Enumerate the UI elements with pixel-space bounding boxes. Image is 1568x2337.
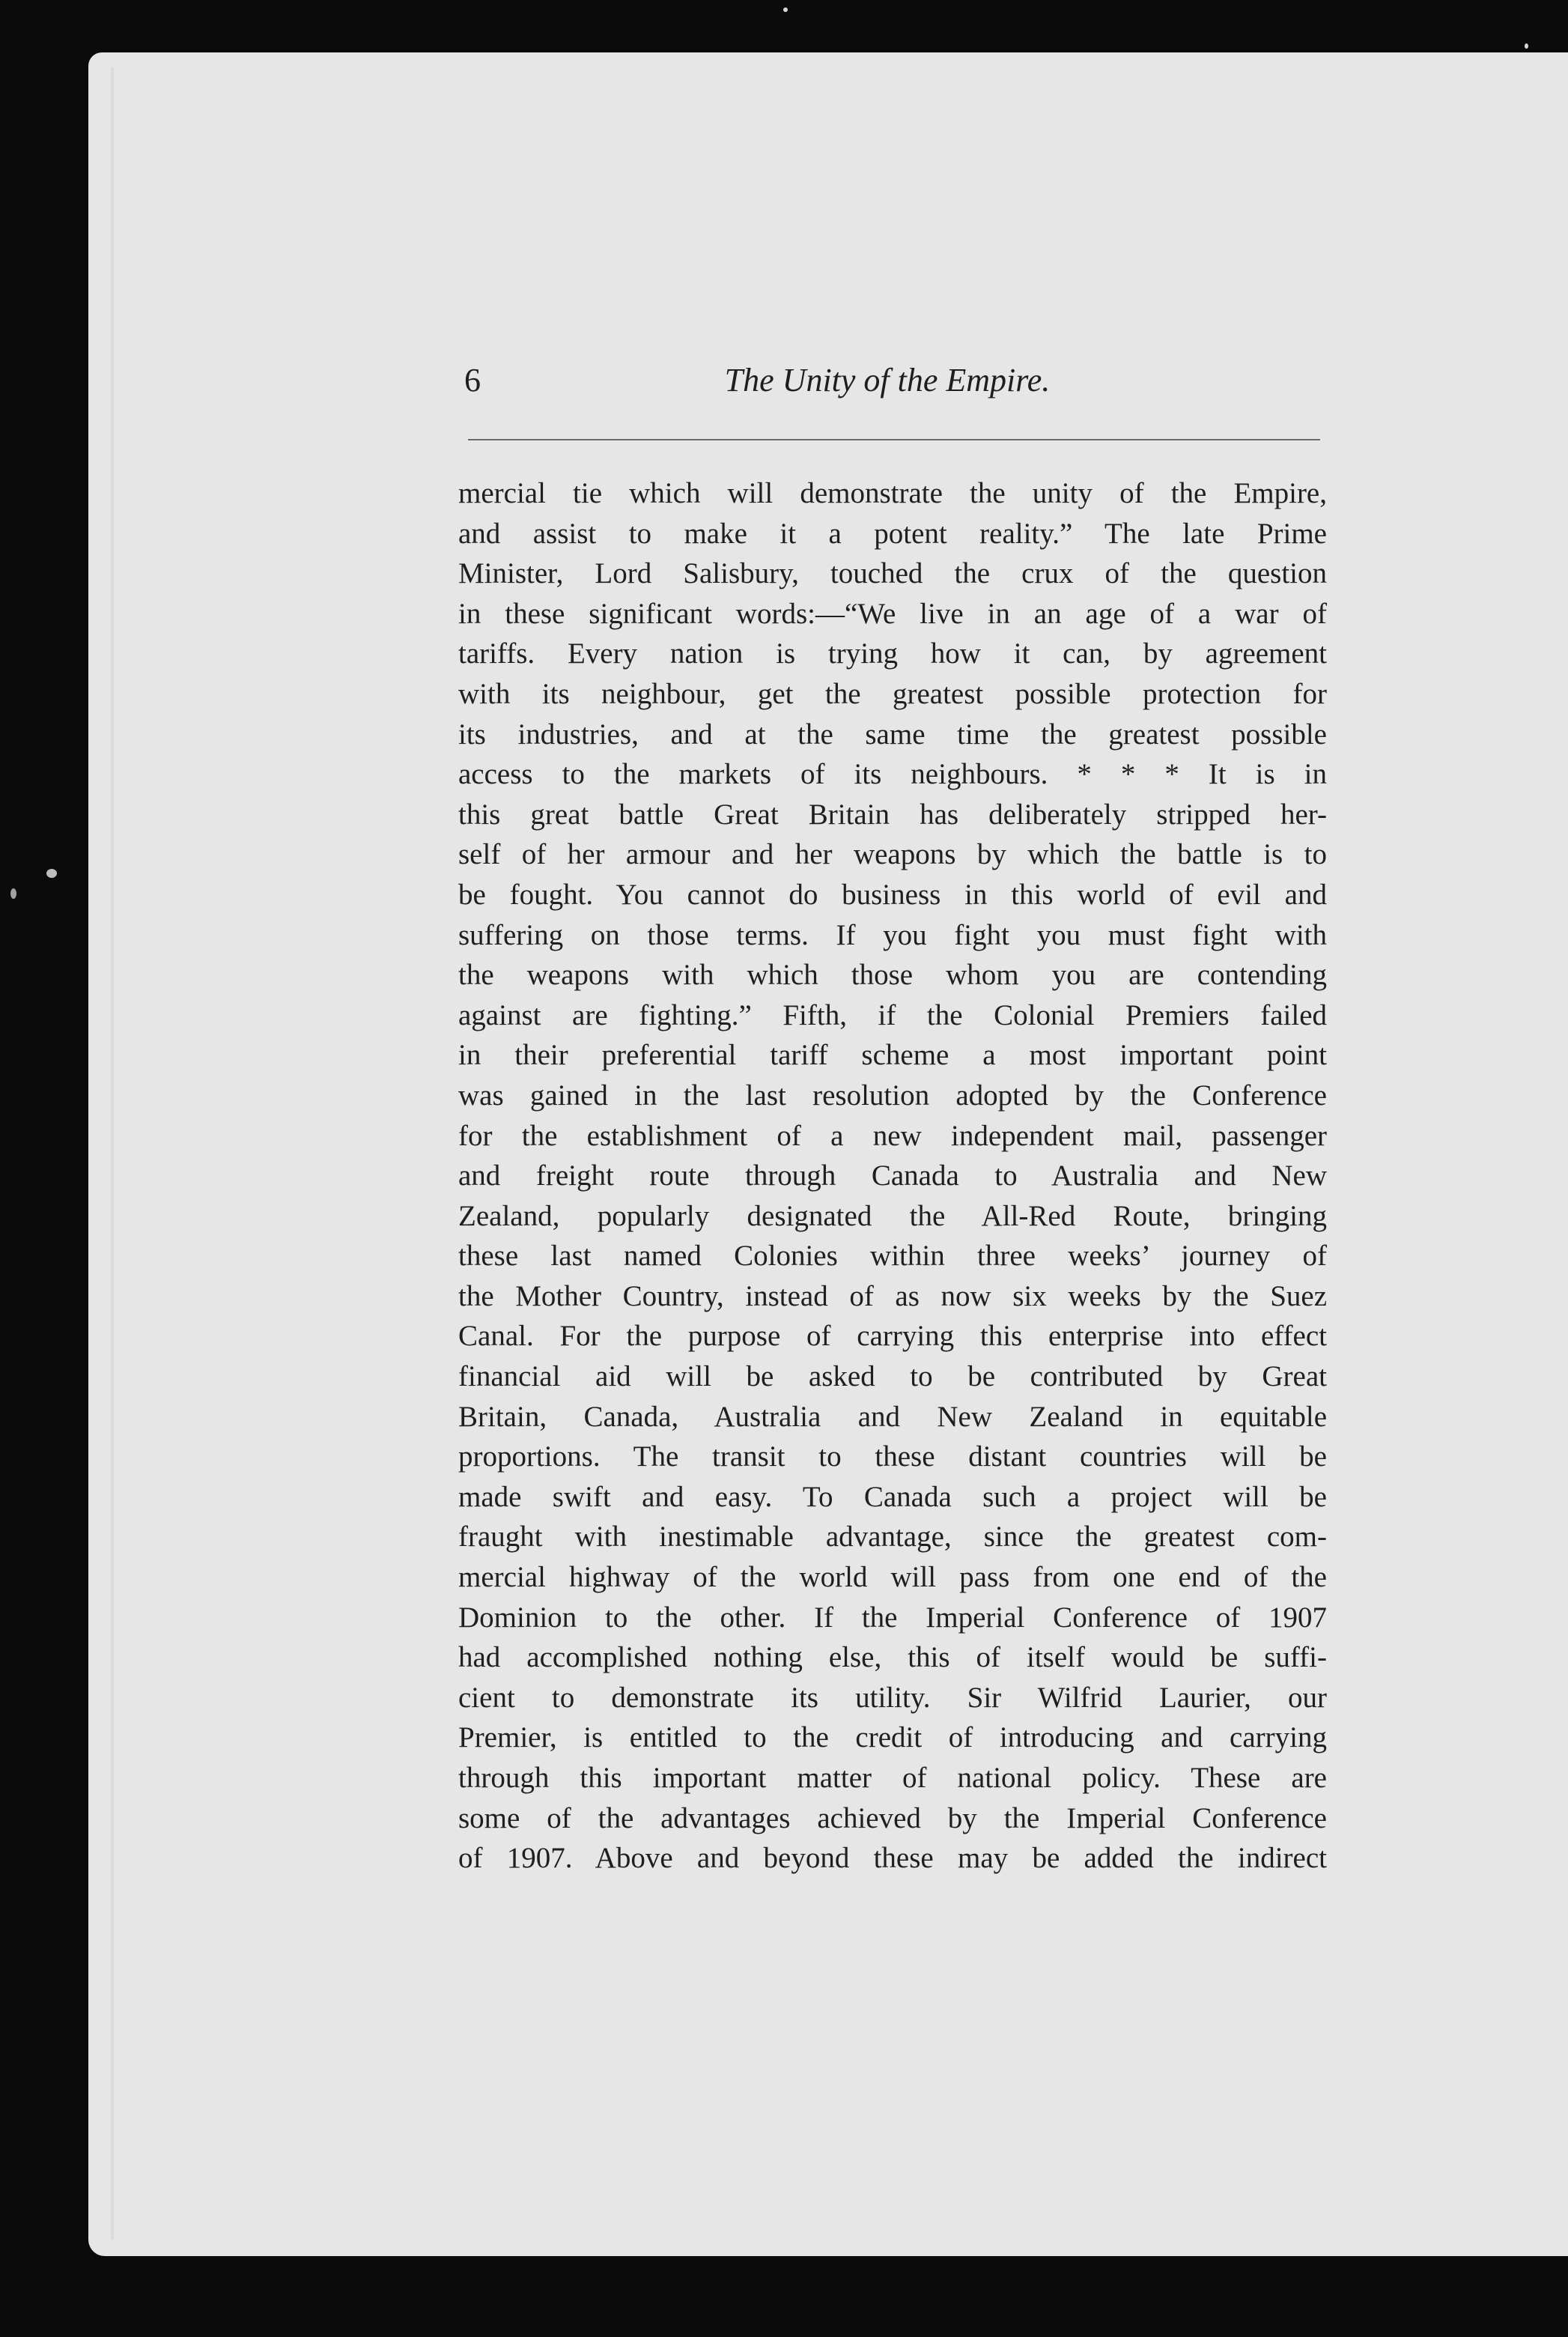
scan-speck <box>10 888 16 899</box>
text-line: these last named Colonies within three weeks’ journey of <box>458 1240 1327 1273</box>
text-line: Premier, is entitled to the credit of introducing and carrying <box>458 1721 1327 1754</box>
text-line: had accomplished nothing else, this of itself would be suffi- <box>458 1641 1327 1674</box>
text-line: in their preferential tariff scheme a most important point <box>458 1039 1327 1072</box>
text-line: Canal. For the purpose of carrying this enterprise into effect <box>458 1320 1327 1353</box>
text-line: Zealand, popularly designated the All-Red Route, bringing <box>458 1199 1327 1232</box>
text-line: with its neighbour, get the greatest possible protection for <box>458 677 1327 710</box>
page-number: 6 <box>464 362 481 398</box>
text-line: was gained in the last resolution adopted by the Conference <box>458 1079 1327 1112</box>
running-head <box>464 351 1310 410</box>
text-line: this great battle Great Britain has deliberately stripped her- <box>458 798 1327 831</box>
text-line: of 1907. Above and beyond these may be added the indirect <box>458 1842 1327 1875</box>
text-line: and freight route through Canada to Australia and New <box>458 1160 1327 1192</box>
page-edge-shadow <box>111 67 114 2240</box>
text-line: financial aid will be asked to be contributed by Great <box>458 1360 1327 1393</box>
text-line: Dominion to the other. If the Imperial Conference of 1907 <box>458 1601 1327 1634</box>
text-line: mercial tie which will demonstrate the unity of the Empire, <box>458 477 1327 509</box>
running-title: The Unity of the Empire. <box>724 362 1051 398</box>
text-line: through this important matter of national policy. These are <box>458 1762 1327 1794</box>
text-line: its industries, and at the same time the greatest possible <box>458 718 1327 751</box>
scan-speck <box>1525 43 1528 49</box>
text-line: the Mother Country, instead of as now six weeks by the Suez <box>458 1279 1327 1312</box>
text-line: and assist to make it a potent reality.” The late Prime <box>458 517 1327 550</box>
body-text <box>458 473 1327 1879</box>
text-line: access to the markets of its neighbours. * * * It is in <box>458 758 1327 791</box>
text-line: Minister, Lord Salisbury, touched the crux of the question <box>458 557 1327 590</box>
text-line: mercial highway of the world will pass from one end of the <box>458 1561 1327 1594</box>
scan-speck <box>46 869 57 878</box>
text-line: some of the advantages achieved by the Imperial Conference <box>458 1801 1327 1834</box>
header-rule <box>468 439 1320 440</box>
text-line: fraught with inestimable advantage, since the greatest com- <box>458 1521 1327 1554</box>
text-line: against are fighting.” Fifth, if the Colonial Premiers failed <box>458 998 1327 1031</box>
text-line: suffering on those terms. If you fight you must fight with <box>458 918 1327 951</box>
text-line: cient to demonstrate its utility. Sir Wilfrid Laurier, our <box>458 1681 1327 1714</box>
text-line: for the establishment of a new independent mail, passenger <box>458 1119 1327 1152</box>
text-line: tariffs. Every nation is trying how it can, by agreement <box>458 637 1327 670</box>
text-line: be fought. You cannot do business in this world of evil and <box>458 878 1327 911</box>
text-line: self of her armour and her weapons by which the battle is to <box>458 838 1327 871</box>
text-line: the weapons with which those whom you are contending <box>458 959 1327 992</box>
text-line: proportions. The transit to these distant countries will be <box>458 1440 1327 1473</box>
scan-speck <box>783 7 788 12</box>
text-line: made swift and easy. To Canada such a project will be <box>458 1480 1327 1513</box>
text-line: in these significant words:—“We live in an age of a war of <box>458 597 1327 630</box>
text-line: Britain, Canada, Australia and New Zealand in equitable <box>458 1400 1327 1433</box>
